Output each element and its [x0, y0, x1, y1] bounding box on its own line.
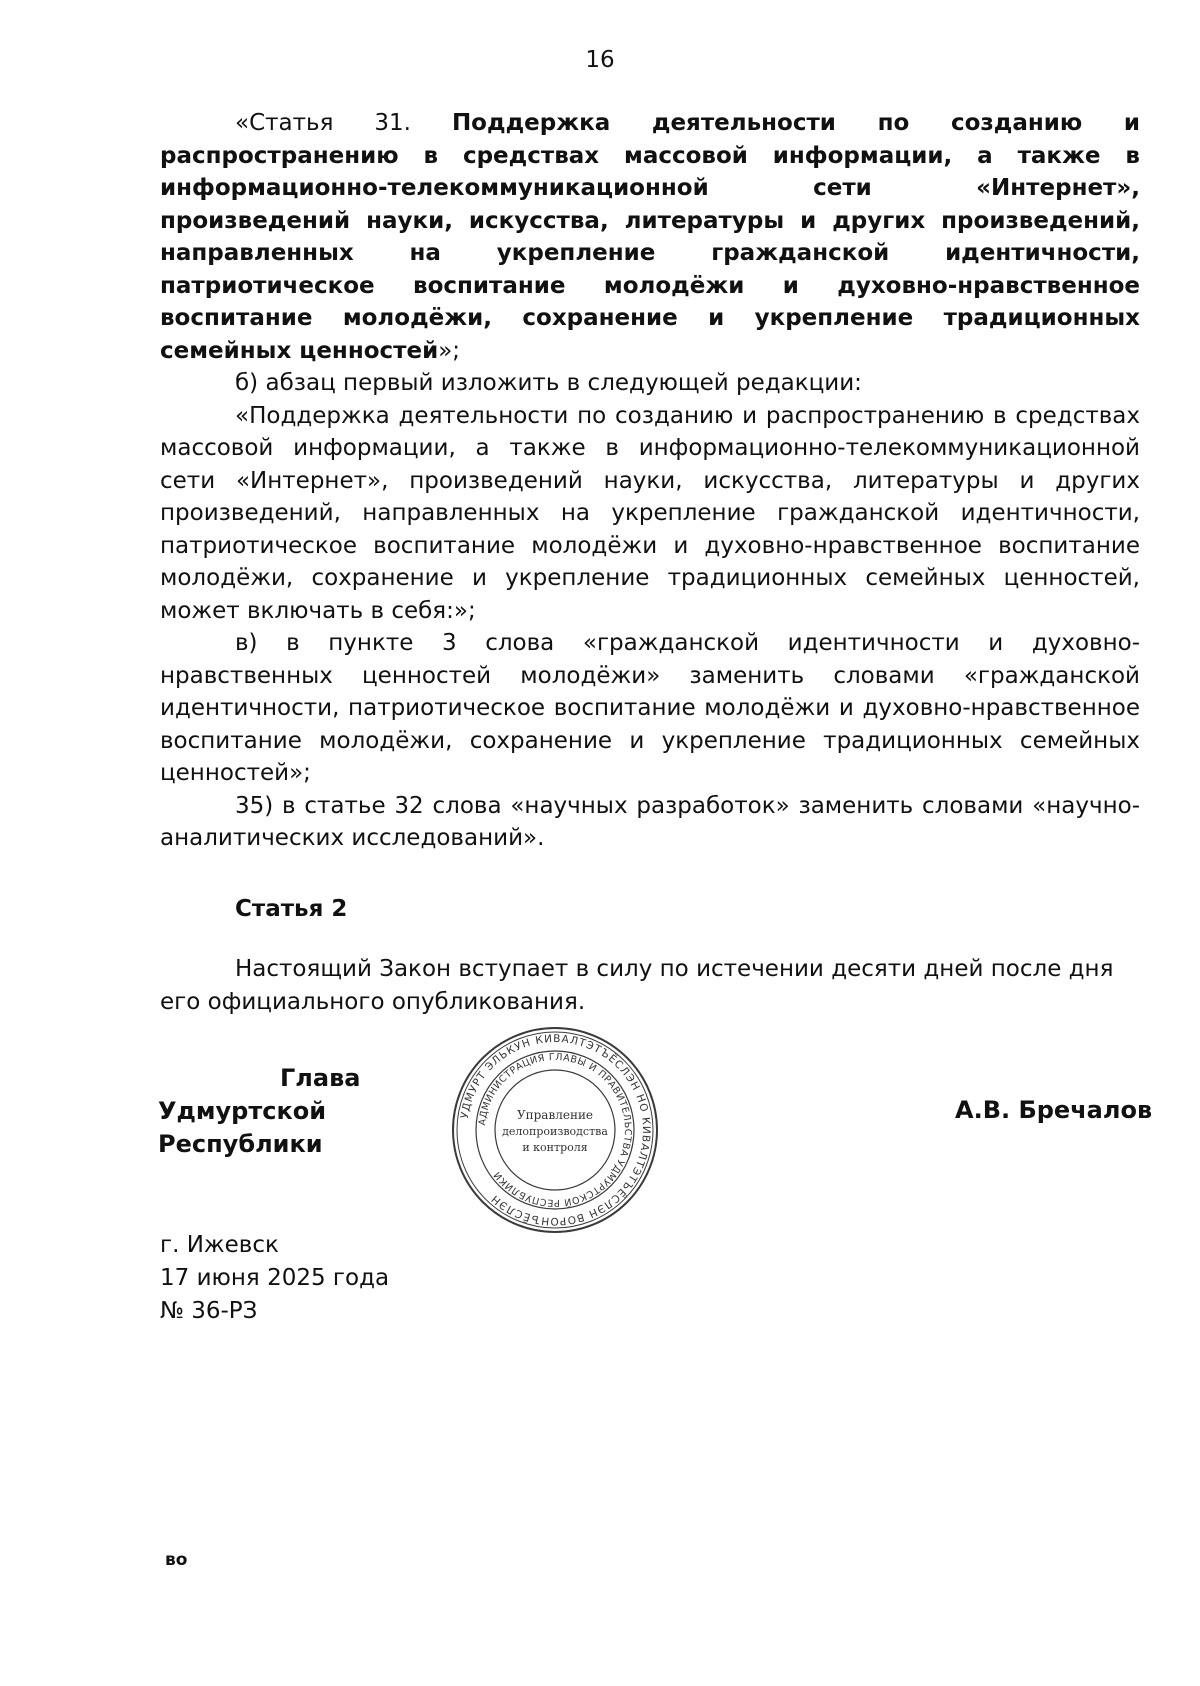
stamp-center-line3: и контроля — [522, 1141, 588, 1154]
article2-text: Настоящий Закон вступает в силу по истечении десяти дней после дня его официального опубликования. — [160, 956, 1114, 1015]
law-number: № 36-РЗ — [160, 1298, 258, 1324]
official-seal-stamp — [450, 1025, 660, 1235]
stamp-inner-ring-text: АДМИНИСТРАЦИЯ ГЛАВЫ И ПРАВИТЕЛЬСТВА УДМУРТСКОЙ РЕСПУБЛИКИ — [477, 1051, 634, 1209]
signature-title-line1: Глава — [280, 1064, 361, 1092]
signatory-name: А.В. Бречалов — [955, 1096, 1153, 1124]
article31-quote-paragraph — [160, 107, 1140, 367]
item-v-paragraph: в) в пункте 3 слова «гражданской идентичности и духовно-нравственных ценностей молодёжи» заменить словами «гражданской идентичности, патриотическое воспитание молодёжи и духовно-нравственное воспитание молодёжи, сохранение и укрепление традиционных семейных ценностей»; — [160, 630, 1140, 786]
article2-heading: Статья 2 — [235, 895, 348, 922]
item-35-paragraph: 35) в статье 32 слова «научных разработок» заменить словами «научно-аналитических исследований». — [160, 792, 1140, 851]
item-b-quote-paragraph: «Поддержка деятельности по созданию и распространению в средствах массовой информации, а также в информационно-телекоммуникационной сети «Интернет», произведений науки, искусства, литературы и других произведений, направленных на укрепление гражданской идентичности, патриотическое воспитание молодёжи и духовно-нравственное воспитание молодёжи, сохранение и укрепление традиционных семейных ценностей, может включать в себя:»; — [160, 402, 1140, 624]
item-b-paragraph: б) абзац первый изложить в следующей редакции: — [235, 370, 862, 396]
place: г. Ижевск — [160, 1232, 279, 1258]
stamp-outer-ring-text: УДМУРТ ЭЛЬКУН КИВАЛТЭТЪЁСЛЭН НО КИВАЛТЭТЪЁСЛЭН ВОРОНЪЁСЛЭН — [458, 1032, 653, 1228]
date: 17 июня 2025 года — [160, 1265, 390, 1291]
footer-mark: во — [165, 1550, 188, 1570]
stamp-center-line2: делопроизводства — [502, 1125, 608, 1138]
signature-title-line2: Удмуртской Республики — [158, 1097, 327, 1158]
stamp-center-line1: Управление — [516, 1108, 594, 1122]
article31-close: »; — [438, 337, 461, 364]
article31-open: «Статья 31. — [235, 110, 452, 136]
place-date-block — [160, 1229, 389, 1328]
signature-title — [158, 1062, 478, 1161]
document-body — [160, 107, 1140, 1018]
article31-title: Поддержка деятельности по созданию и распространению в средствах массовой информации, а также в информационно-телекоммуникационной сети «Интернет», произведений науки, искусства, литературы и других произведений, направленных на укрепление гражданской идентичности, патриотическое воспитание молодёжи и духовно-нравственное воспитание молодёжи, сохранение и укрепление традиционных семейных ценностей — [160, 110, 1140, 364]
page-number: 16 — [585, 47, 615, 73]
